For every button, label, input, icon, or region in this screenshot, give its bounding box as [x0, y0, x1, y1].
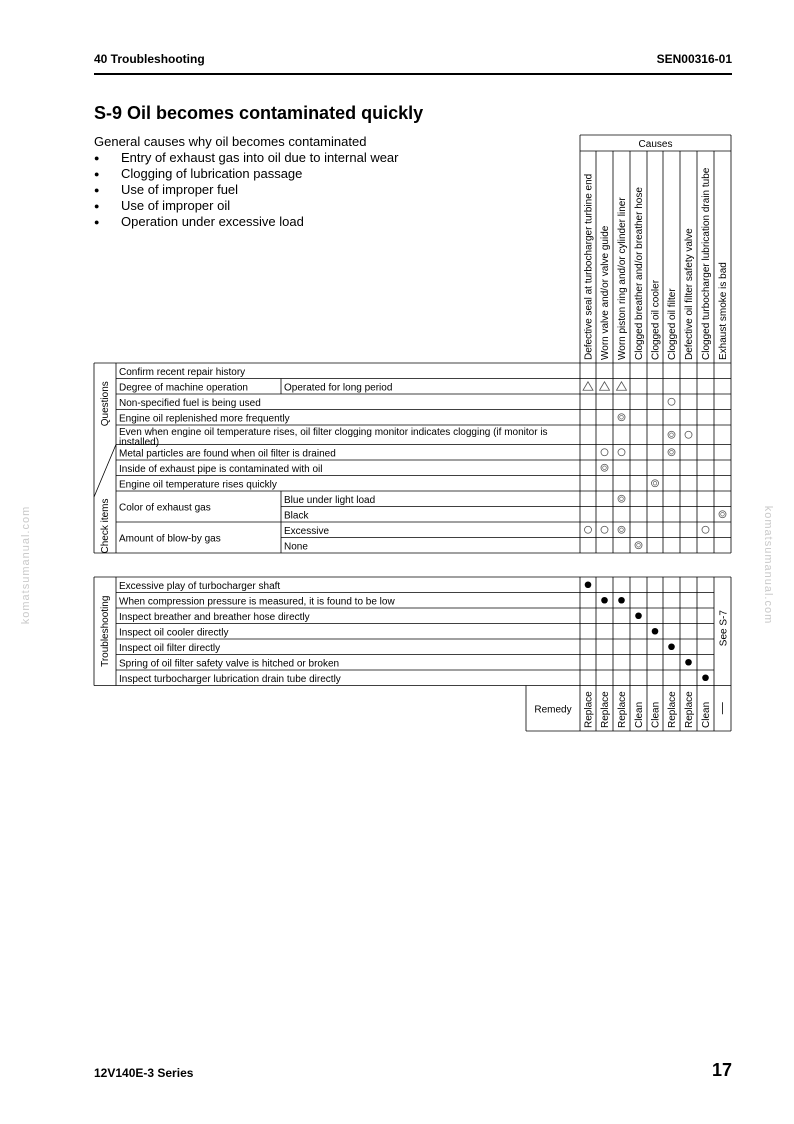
dot-mark [668, 643, 675, 650]
remedy-text: Clean [650, 701, 662, 728]
remedy-text: Replace [583, 691, 595, 728]
dot-mark [685, 659, 692, 666]
double-circle-inner [620, 415, 624, 419]
circle-mark [585, 526, 592, 533]
dot-mark [618, 597, 625, 604]
cause-header: Worn valve and/or valve guide [600, 225, 611, 360]
questions-group-label: Questions [100, 381, 111, 427]
general-cause-item: ● Operation under excessive load [94, 214, 399, 230]
double-circle-mark [719, 511, 726, 518]
double-circle-mark [618, 414, 625, 421]
double-circle-inner [670, 433, 674, 437]
cause-header: Defective seal at turbocharger turbine end [583, 173, 595, 360]
troubleshooting-label: Inspect oil filter directly [119, 642, 221, 654]
double-circle-mark [601, 464, 608, 471]
check-item-label: Inside of exhaust pipe is contaminated with oil [119, 463, 323, 475]
double-circle-mark [618, 495, 625, 502]
cause-header: Exhaust smoke is bad [718, 262, 729, 360]
remedy-text: Replace [600, 691, 611, 728]
double-circle-mark [635, 542, 642, 549]
circle-mark [618, 449, 625, 456]
remedy-text: Replace [684, 691, 695, 728]
cause-header: Defective oil filter safety valve [684, 228, 695, 360]
document-code: SEN00316-01 [656, 52, 732, 66]
group-divider [94, 445, 116, 498]
cause-header: Clogged breather and/or breather hose [634, 187, 645, 360]
question-label: Confirm recent repair history [119, 366, 246, 378]
remedy-text: Clean [634, 701, 645, 728]
double-circle-inner [620, 497, 624, 501]
troubleshooting-label: Inspect oil cooler directly [119, 627, 229, 639]
condition-label: Operated for long period [284, 382, 393, 394]
double-circle-mark [668, 449, 675, 456]
question-label: Degree of machine operation [119, 382, 248, 394]
general-causes-intro: General causes why oil becomes contaminated [94, 134, 367, 149]
double-circle-inner [603, 466, 607, 470]
circle-mark [668, 398, 675, 405]
check-item-label: Engine oil temperature rises quickly [119, 479, 277, 491]
remedy-text: Replace [667, 691, 678, 728]
check-items-group-label: Check items [100, 498, 111, 554]
cause-header: Worn piston ring and/or cylinder liner [617, 197, 628, 360]
troubleshooting-label: Spring of oil filter safety valve is hitched or broken [119, 658, 340, 670]
remedy-label: Remedy [534, 704, 572, 716]
cause-header: Clogged turbocharger lubrication drain tube [701, 167, 712, 360]
footer-series: 12V140E-3 Series [94, 1066, 194, 1080]
question-label: Amount of blow-by gas [119, 533, 221, 545]
condition-label: Blue under light load [284, 494, 376, 506]
check-item-label: Metal particles are found when oil filter is drained [119, 448, 336, 460]
double-circle-inner [653, 481, 657, 485]
cause-header: Clogged oil filter [667, 288, 678, 360]
circle-mark [702, 526, 709, 533]
section-header: 40 Troubleshooting [94, 52, 205, 66]
general-cause-item: ● Use of improper oil [94, 198, 399, 214]
dot-mark [601, 597, 608, 604]
double-circle-inner [637, 543, 641, 547]
question-label: Even when engine oil temperature rises, oil filter clogging monitor indicates clogging (if monitor is [119, 427, 548, 438]
question-label: Non-specified fuel is being used [119, 397, 261, 409]
question-label: installed) [119, 437, 160, 448]
condition-label: Excessive [284, 525, 330, 537]
page-title: S-9 Oil becomes contaminated quickly [94, 103, 424, 123]
double-circle-mark [652, 480, 659, 487]
double-circle-inner [670, 450, 674, 454]
troubleshooting-group-label: Troubleshooting [100, 595, 111, 667]
page-number: 17 [711, 1060, 732, 1080]
causes-header: Causes [638, 139, 673, 150]
condition-label: None [284, 541, 308, 553]
circle-mark [685, 431, 692, 438]
general-cause-item: ● Entry of exhaust gas into oil due to internal wear [94, 150, 399, 166]
condition-label: Black [284, 510, 309, 522]
question-label: Color of exhaust gas [119, 502, 211, 514]
troubleshooting-label: Inspect breather and breather hose directly [119, 611, 310, 623]
general-cause-item: ● Use of improper fuel [94, 182, 399, 198]
dot-mark [635, 612, 642, 619]
circle-mark [601, 449, 608, 456]
triangle-mark [583, 382, 593, 391]
double-circle-inner [620, 528, 624, 532]
question-label: Engine oil replenished more frequently [119, 413, 290, 425]
triangle-mark [600, 382, 610, 391]
remedy-text: Clean [701, 701, 712, 728]
watermark-right: komatsumanual.com [762, 505, 774, 625]
troubleshooting-label: When compression pressure is measured, it is found to be low [119, 596, 395, 608]
dot-mark [652, 628, 659, 635]
general-cause-item: ● Clogging of lubrication passage [94, 166, 399, 182]
dot-mark [585, 581, 592, 588]
double-circle-mark [668, 431, 675, 438]
troubleshooting-label: Inspect turbocharger lubrication drain tube directly [119, 673, 341, 685]
circle-mark [601, 526, 608, 533]
triangle-mark [617, 382, 627, 391]
troubleshooting-label: Excessive play of turbocharger shaft [119, 580, 281, 592]
double-circle-inner [721, 512, 725, 516]
watermark-left: komatsumanual.com [20, 505, 32, 625]
cause-header: Clogged oil cooler [650, 279, 662, 360]
remedy-text: Replace [617, 691, 628, 728]
see-note: See S-7 [718, 610, 730, 647]
double-circle-mark [618, 526, 625, 533]
dot-mark [702, 674, 709, 681]
